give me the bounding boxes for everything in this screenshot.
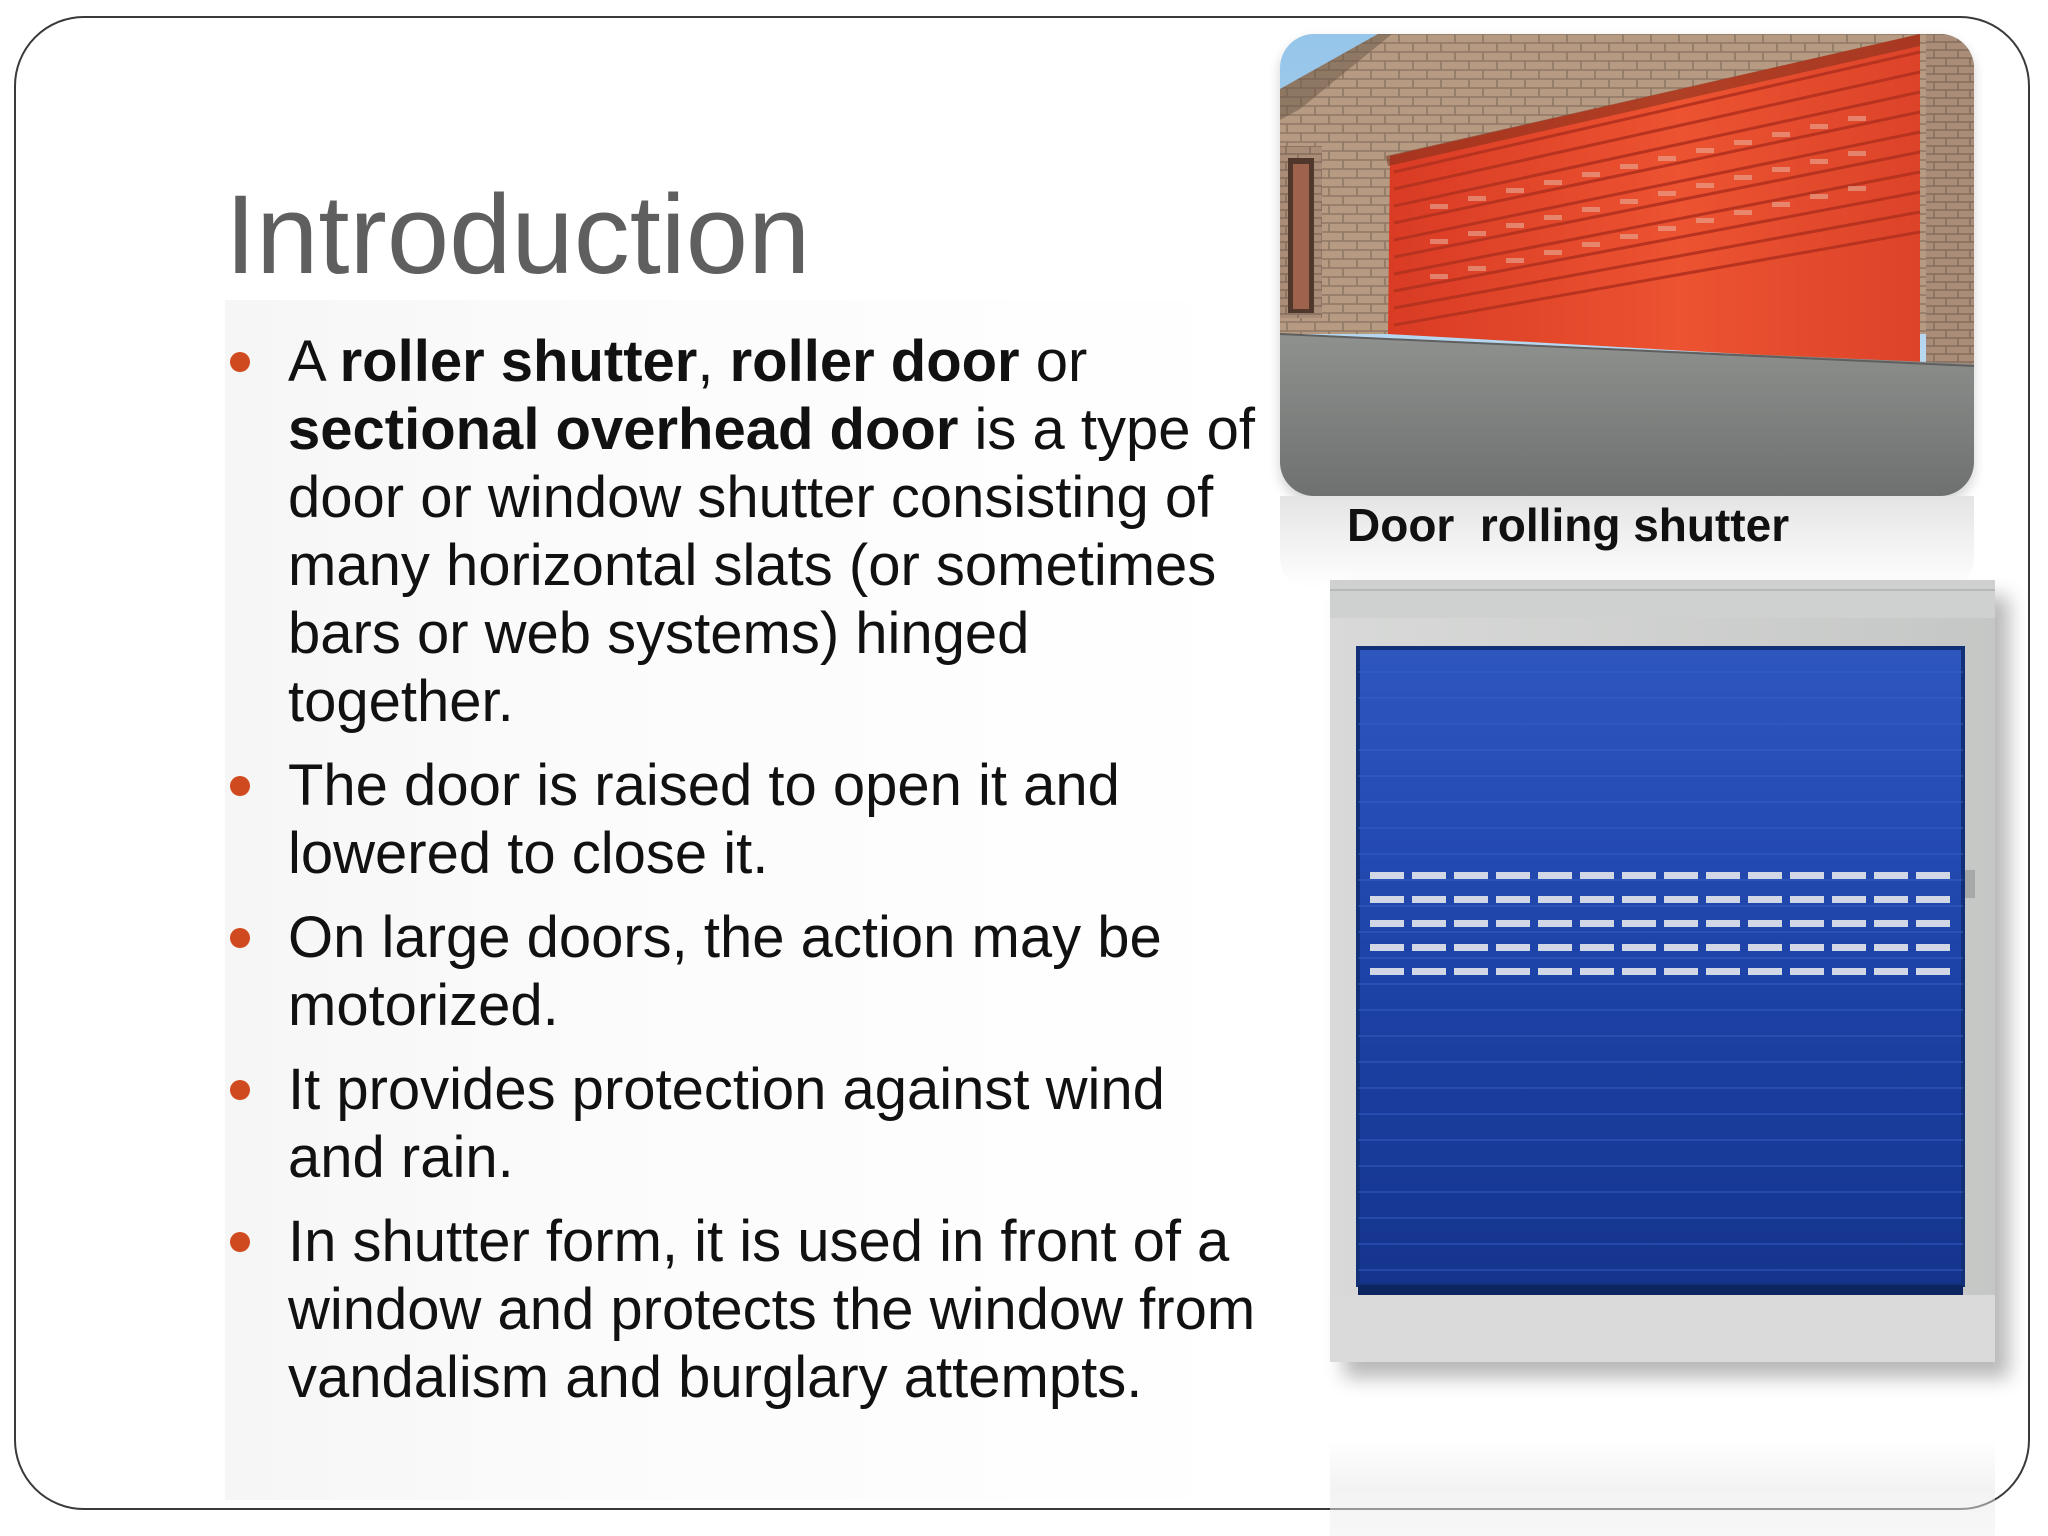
bullet-marker bbox=[230, 352, 250, 372]
bold-text-run: sectional overhead door bbox=[288, 397, 959, 462]
bullet-text bbox=[288, 328, 1260, 736]
text-run: It provides protection against wind and rain. bbox=[288, 1057, 1165, 1190]
text-run: , bbox=[697, 329, 730, 394]
blue-rolling-shutter-photo bbox=[1330, 580, 1995, 1362]
bullet-item bbox=[225, 328, 1260, 736]
red-rolling-shutter-photo bbox=[1280, 34, 1974, 496]
bullet-item bbox=[225, 752, 1260, 888]
text-run: A bbox=[288, 329, 340, 394]
image-caption: Door rolling shutter bbox=[1347, 499, 1790, 551]
bullet-item bbox=[225, 904, 1260, 1040]
bullet-list bbox=[225, 328, 1260, 1428]
text-run: In shutter form, it is used in front of a window and protects the window from vandalism and burglary attempts. bbox=[288, 1209, 1256, 1410]
bold-text-run: roller shutter bbox=[339, 329, 698, 394]
bullet-text bbox=[288, 752, 1260, 888]
bullet-text bbox=[288, 1056, 1260, 1192]
slide-title: Introduction bbox=[225, 172, 811, 297]
bullet-marker bbox=[230, 928, 250, 948]
text-run: The door is raised to open it and lowered to close it. bbox=[288, 753, 1120, 886]
bullet-item bbox=[225, 1208, 1260, 1412]
blue-door-illustration bbox=[1330, 580, 1995, 1362]
text-run: or bbox=[1019, 329, 1088, 394]
bullet-marker bbox=[230, 1080, 250, 1100]
bullet-marker bbox=[230, 1232, 250, 1252]
text-run: is a type of door or window shutter consisting of many horizontal slats (or sometimes bars or web systems) hinged together. bbox=[288, 397, 1256, 734]
red-door-illustration bbox=[1280, 34, 1974, 496]
bullet-text bbox=[288, 1208, 1260, 1412]
bold-text-run: roller door bbox=[729, 329, 1020, 394]
bullet-item bbox=[225, 1056, 1260, 1192]
text-run: On large doors, the action may be motorized. bbox=[288, 905, 1162, 1038]
bullet-marker bbox=[230, 776, 250, 796]
bullet-text bbox=[288, 904, 1260, 1040]
image-reflection bbox=[1330, 1440, 1995, 1536]
